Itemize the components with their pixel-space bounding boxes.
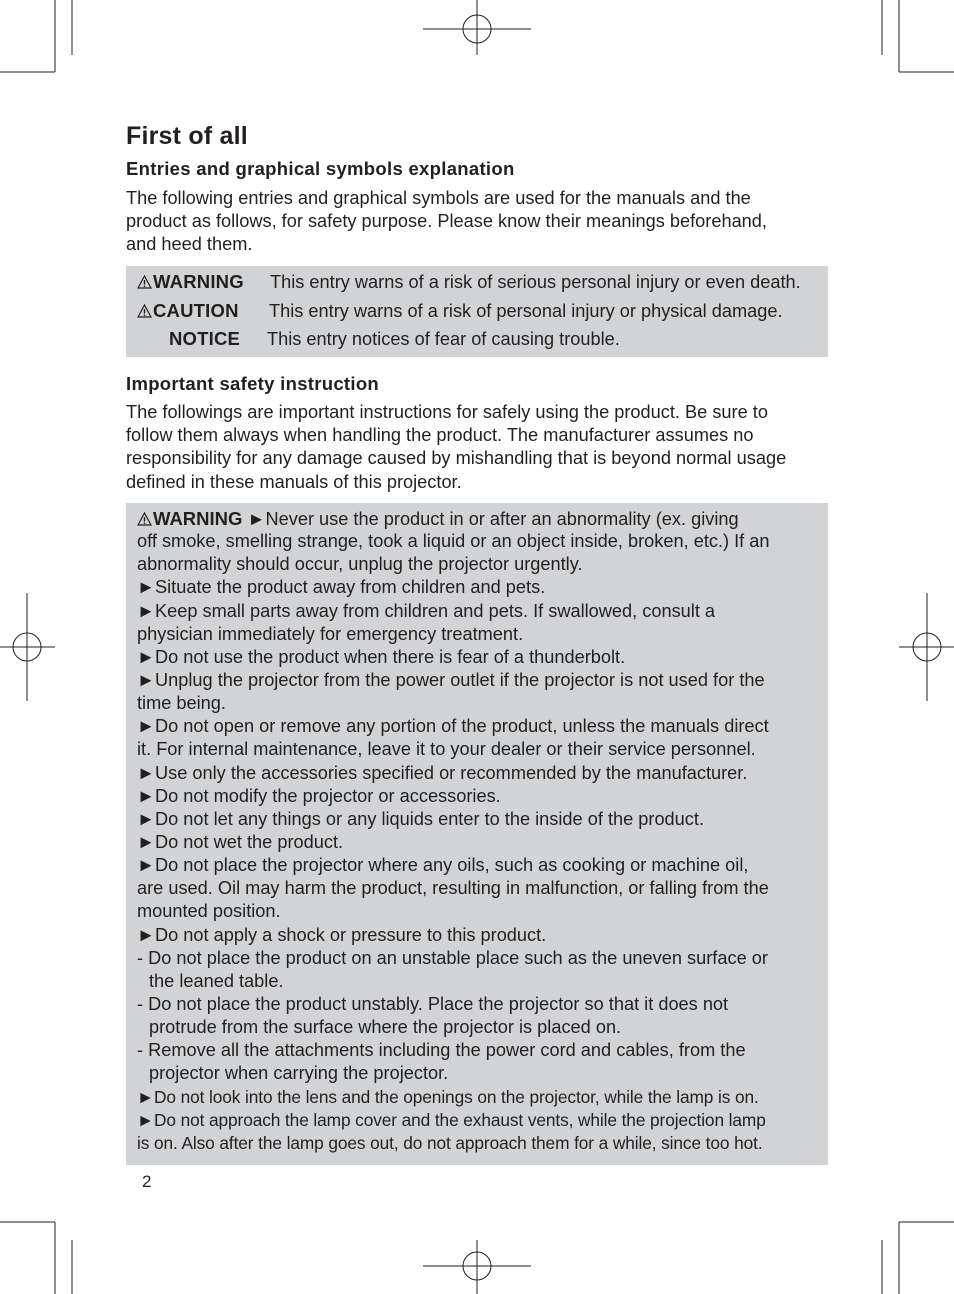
warning-line: - Do not place the product on an unstable place such as the uneven surface or: [137, 947, 768, 968]
symbol-description-notice: This entry notices of fear of causing trouble.: [267, 329, 620, 349]
warning-line: is on. Also after the lamp goes out, do not approach them for a while, since too hot.: [137, 1132, 763, 1153]
warning-line: it. For internal maintenance, leave it to your dealer or their service personnel.: [137, 739, 756, 760]
page-title: First of all: [126, 122, 248, 150]
symbol-description-warning: This entry warns of a risk of serious personal injury or even death.: [270, 272, 801, 292]
warning-line: ►Do not look into the lens and the openings on the projector, while the lamp is on.: [137, 1086, 759, 1107]
warning-line: ►Keep small parts away from children and pets. If swallowed, consult a: [137, 600, 716, 621]
warning-line: - Do not place the product unstably. Place the projector so that it does not: [137, 993, 729, 1014]
warning-line: ►Do not wet the product.: [137, 831, 344, 852]
warning-line: time being.: [137, 693, 226, 714]
warning-line: are used. Oil may harm the product, resulting in malfunction, or falling from the: [137, 878, 769, 899]
paragraph-line: follow them always when handling the product. The manufacturer assumes no: [126, 425, 754, 446]
warning-line: ►Do not let any things or any liquids enter to the inside of the product.: [137, 808, 704, 829]
page-number: 2: [142, 1172, 152, 1191]
warning-line: abnormality should occur, unplug the projector urgently.: [137, 554, 583, 575]
paragraph-line: responsibility for any damage caused by mishandling that is beyond normal usage: [126, 448, 787, 469]
warning-line: ►Do not modify the projector or accessories.: [137, 785, 501, 806]
warning-label: WARNING: [153, 508, 243, 529]
symbol-label-warning: WARNING: [153, 271, 244, 292]
section-heading-safety: Important safety instruction: [126, 373, 380, 394]
symbol-description-caution: This entry warns of a risk of personal injury or physical damage.: [269, 301, 783, 321]
warning-line: WARNING ►Never use the product in or after an abnormality (ex. giving: [137, 507, 818, 530]
paragraph-line: The following entries and graphical symbols are used for the manuals and the: [126, 188, 751, 208]
warning-line: mounted position.: [137, 901, 281, 922]
warning-line: ►Do not apply a shock or pressure to this product.: [137, 924, 547, 945]
warning-triangle-icon: [137, 512, 152, 526]
warning-line: projector when carrying the projector.: [149, 1063, 449, 1084]
paragraph-line: defined in these manuals of this projector.: [126, 471, 462, 492]
warning-line: ►Do not use the product when there is fear of a thunderbolt.: [137, 646, 626, 667]
symbol-row-notice: [126, 328, 828, 352]
warning-line: ►Use only the accessories specified or recommended by the manufacturer.: [137, 762, 748, 783]
warning-line: ►Unplug the projector from the power outlet if the projector is not used for the: [137, 669, 765, 690]
warning-line: physician immediately for emergency treatment.: [137, 623, 524, 644]
warning-triangle-icon: [137, 275, 152, 289]
warning-triangle-icon: [137, 304, 152, 318]
symbol-row-caution: [126, 300, 828, 324]
symbols-legend-box: [126, 266, 828, 357]
paragraph-line: and heed them.: [126, 234, 253, 255]
symbol-row-warning: [126, 271, 828, 295]
warning-line: - Remove all the attachments including the power cord and cables, from the: [137, 1040, 746, 1061]
warning-line: ►Do not open or remove any portion of the product, unless the manuals direct: [137, 716, 769, 737]
paragraph-line: product as follows, for safety purpose. Please know their meanings beforehand,: [126, 211, 767, 232]
warning-line: the leaned table.: [149, 970, 284, 991]
symbol-label-caution: CAUTION: [153, 300, 239, 321]
warning-line: ►Do not approach the lamp cover and the exhaust vents, while the projection lamp: [137, 1109, 766, 1130]
warning-line: protrude from the surface where the projector is placed on.: [149, 1017, 622, 1038]
safety-intro-paragraph: [126, 401, 836, 494]
warning-line: ►Do not place the projector where any oils, such as cooking or machine oil,: [137, 855, 749, 876]
warning-line: off smoke, smelling strange, took a liquid or an object inside, broken, etc.) If an: [137, 531, 770, 552]
symbol-label-notice: NOTICE: [169, 328, 241, 349]
warning-line: ►Situate the product away from children and pets.: [137, 577, 546, 598]
paragraph-line: The followings are important instructions for safely using the product. Be sure to: [126, 402, 768, 422]
safety-warning-box: [126, 503, 828, 1165]
symbols-intro-paragraph: [126, 187, 832, 257]
section-heading-symbols: Entries and graphical symbols explanation: [126, 158, 515, 179]
